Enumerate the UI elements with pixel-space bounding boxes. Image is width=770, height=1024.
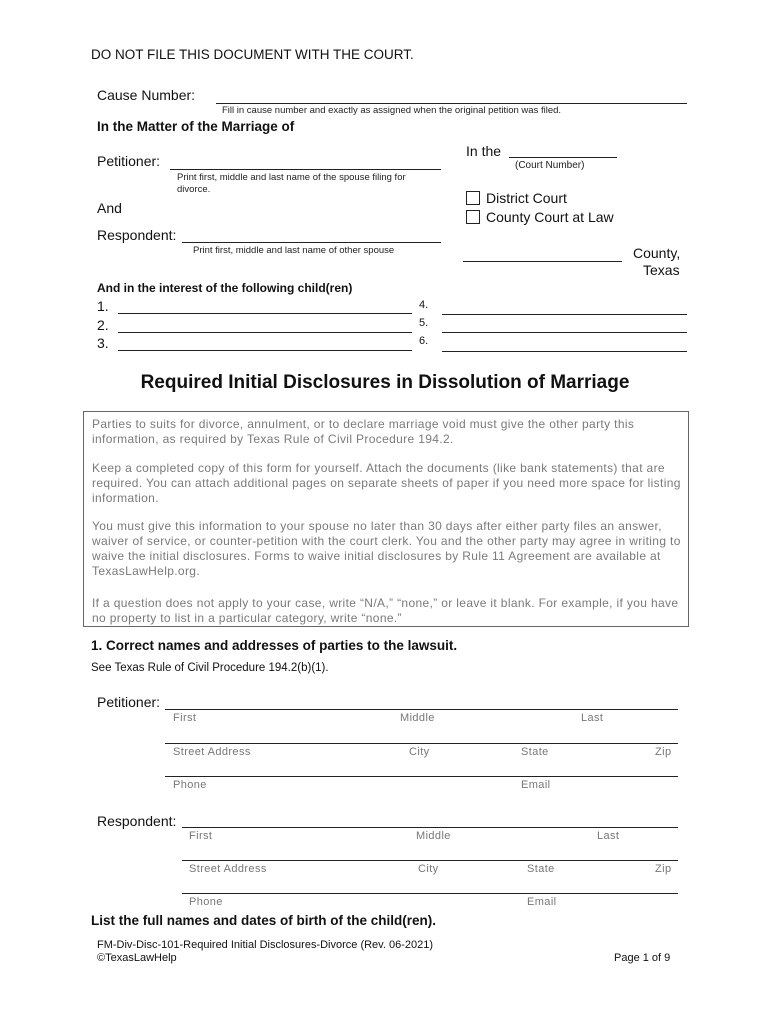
child-number: 4. — [419, 299, 429, 311]
child-6-field[interactable] — [442, 351, 687, 352]
county-court-checkbox[interactable] — [466, 210, 480, 224]
petitioner-label: Petitioner: — [97, 153, 161, 169]
cause-number-label: Cause Number: — [97, 87, 196, 103]
county-label: County, — [633, 245, 681, 261]
respondent-label: Respondent: — [97, 227, 177, 243]
header-notice: DO NOT FILE THIS DOCUMENT WITH THE COURT. — [91, 47, 414, 62]
footer-page-number: Page 1 of 9 — [614, 952, 671, 964]
matter-title: In the Matter of the Marriage of — [97, 119, 295, 134]
court-number-field[interactable] — [509, 157, 617, 158]
cause-number-field[interactable] — [216, 103, 687, 104]
district-court-checkbox[interactable] — [466, 191, 480, 205]
county-court-option[interactable] — [466, 209, 614, 225]
section-1-petitioner-label: Petitioner: — [97, 694, 161, 710]
county-name-field[interactable] — [463, 261, 622, 262]
email-caption: Email — [527, 896, 557, 908]
section-1-rule: See Texas Rule of Civil Procedure 194.2(b)(1). — [91, 662, 329, 674]
instructions-paragraph: Keep a completed copy of this form for yourself. Attach the documents (like bank statements) that are required. You can attach additional pages on separate sheets of paper if you need more space for listing information. — [92, 461, 681, 505]
phone-caption: Phone — [189, 896, 223, 908]
cause-number-hint: Fill in cause number and exactly as assigned when the original petition was filed. — [222, 105, 562, 116]
and-label: And — [97, 200, 122, 216]
section-1-respondent-label: Respondent: — [97, 813, 177, 829]
petitioner-contact-field[interactable] — [165, 776, 678, 777]
petitioner-name-field[interactable] — [170, 169, 441, 170]
first-caption: First — [173, 712, 197, 724]
child-5-field[interactable] — [442, 332, 687, 333]
petitioner-full-name-field[interactable] — [165, 709, 678, 710]
petitioner-hint-1: Print first, middle and last name of the spouse filing for — [177, 172, 406, 183]
zip-caption: Zip — [655, 863, 672, 875]
district-court-label: District Court — [486, 190, 567, 206]
footer-copyright: ©TexasLawHelp — [97, 952, 177, 964]
middle-caption: Middle — [400, 712, 435, 724]
street-caption: Street Address — [189, 863, 267, 875]
state-label: Texas — [643, 262, 680, 278]
section-1-title: 1. Correct names and addresses of parties to the lawsuit. — [91, 638, 458, 653]
child-number: 3. — [97, 335, 109, 351]
first-caption: First — [189, 830, 213, 842]
respondent-full-name-field[interactable] — [182, 827, 678, 828]
street-caption: Street Address — [173, 746, 251, 758]
children-title: And in the interest of the following child(ren) — [97, 281, 353, 295]
city-caption: City — [409, 746, 430, 758]
state-caption: State — [527, 863, 555, 875]
phone-caption: Phone — [173, 779, 207, 791]
in-the-label: In the — [466, 143, 502, 159]
district-court-option[interactable] — [466, 190, 567, 206]
child-number: 5. — [419, 317, 429, 329]
instructions-box — [83, 411, 689, 627]
footer-form-id: FM-Div-Disc-101-Required Initial Disclosures-Divorce (Rev. 06-2021) — [97, 939, 433, 951]
respondent-hint: Print first, middle and last name of other spouse — [193, 245, 395, 256]
instructions-paragraph: If a question does not apply to your case, write “N/A,” “none,” or leave it blank. For example, if you have no property to list in a particular category, write “none.” — [92, 596, 679, 625]
city-caption: City — [418, 863, 439, 875]
child-2-field[interactable] — [118, 332, 412, 333]
instructions-paragraph: You must give this information to your spouse no later than 30 days after either party files an answer, waiver of service, or counter-petition with the court clerk. You and the other party may agree in writing to waive the initial disclosures. Forms to waive initial disclosures by Rule 11 Agreement are available at TexasLawHelp.org. — [92, 519, 681, 578]
child-number: 1. — [97, 298, 109, 314]
children-list-title: List the full names and dates of birth of the child(ren). — [91, 913, 437, 928]
last-caption: Last — [597, 830, 620, 842]
state-caption: State — [521, 746, 549, 758]
petitioner-address-field[interactable] — [165, 743, 678, 744]
child-1-field[interactable] — [118, 313, 412, 314]
child-number: 2. — [97, 317, 109, 333]
middle-caption: Middle — [416, 830, 451, 842]
child-3-field[interactable] — [118, 350, 412, 351]
county-court-label: County Court at Law — [486, 209, 614, 225]
last-caption: Last — [581, 712, 604, 724]
respondent-address-field[interactable] — [182, 860, 678, 861]
child-4-field[interactable] — [442, 314, 687, 315]
instructions-paragraph: Parties to suits for divorce, annulment, or to declare marriage void must give the other party this information, as required by Texas Rule of Civil Procedure 194.2. — [92, 417, 635, 446]
child-number: 6. — [419, 335, 429, 347]
respondent-contact-field[interactable] — [182, 893, 678, 894]
document-title: Required Initial Disclosures in Dissolution of Marriage — [140, 372, 630, 393]
respondent-name-field[interactable] — [182, 242, 441, 243]
email-caption: Email — [521, 779, 551, 791]
court-number-hint: (Court Number) — [515, 160, 585, 171]
petitioner-hint-2: divorce. — [177, 184, 211, 195]
zip-caption: Zip — [655, 746, 672, 758]
